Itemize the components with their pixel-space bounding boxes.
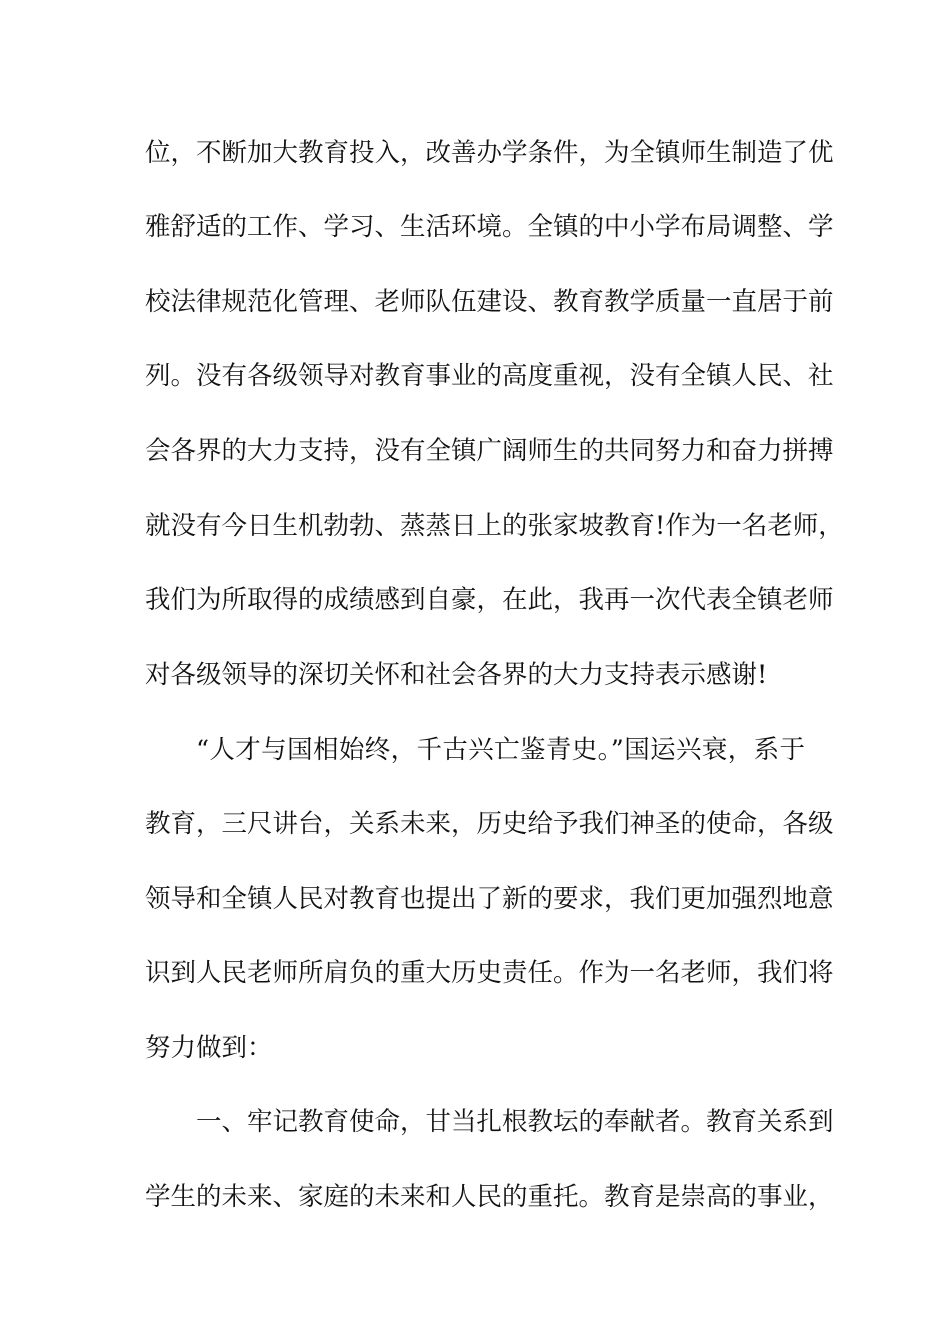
- paragraph-start-line: 一、牢记教育使命，甘当扎根教坛的奉献者。教育关系到: [196, 1107, 834, 1137]
- text-line: 位，不断加大教育投入，改善办学条件，为全镇师生制造了优: [145, 138, 834, 168]
- text-line: 就没有今日生机勃勃、蒸蒸日上的张家坡教育!作为一名老师，: [145, 511, 844, 541]
- text-line: 教育，三尺讲台，关系未来，历史给予我们神圣的使命，各级: [145, 809, 834, 839]
- text-line: 我们为所取得的成绩感到自豪，在此，我再一次代表全镇老师: [145, 585, 834, 615]
- paragraph-start-line: “人才与国相始终，千古兴亡鉴青史。”国运兴衰，系于: [196, 735, 805, 765]
- text-line: 校法律规范化管理、老师队伍建设、教育教学质量一直居于前: [145, 287, 834, 317]
- text-line: 雅舒适的工作、学习、生活环境。全镇的中小学布局调整、学: [145, 212, 834, 242]
- paragraph-end-line: 对各级领导的深切关怀和社会各界的大力支持表示感谢!: [145, 660, 768, 690]
- text-line: 列。没有各级领导对教育事业的高度重视，没有全镇人民、社: [145, 361, 834, 391]
- paragraph-end-line: 努力做到：: [145, 1033, 273, 1063]
- text-line: 学生的未来、家庭的未来和人民的重托。教育是崇高的事业，: [145, 1182, 834, 1212]
- text-line: 会各界的大力支持，没有全镇广阔师生的共同努力和奋力拼搏: [145, 436, 834, 466]
- text-line: 识到人民老师所肩负的重大历史责任。作为一名老师，我们将: [145, 958, 834, 988]
- text-line: 领导和全镇人民对教育也提出了新的要求，我们更加强烈地意: [145, 884, 834, 914]
